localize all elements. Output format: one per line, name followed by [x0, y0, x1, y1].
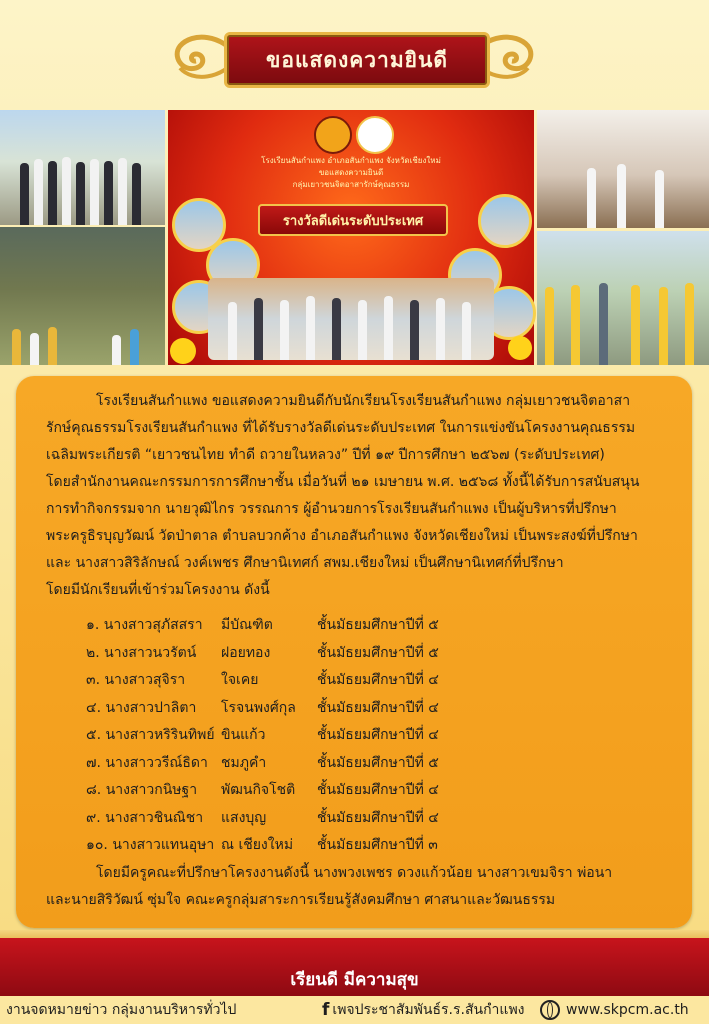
student-grade: ชั้นมัธยมศึกษาปีที่ ๔	[317, 672, 439, 688]
poster-circle-photo	[478, 194, 532, 248]
photo-students-outdoor	[0, 110, 165, 225]
student-name: ๘. นางสาวกนิษฐา	[86, 782, 198, 798]
poster-group-line: กลุ่มเยาวชนจิตอาสารักษ์คุณธรรม	[292, 180, 410, 189]
student-surname: โรจนพงศ์กุล	[221, 699, 296, 716]
facebook-link[interactable]	[322, 999, 525, 1021]
closing-line: และนายสิริวัฒน์ ซุ่มใจ คณะครูกลุ่มสาระการเรียนรู้สังคมศึกษา ศาสนาและวัฒนธรรม	[46, 892, 556, 908]
website-url: www.skpcm.ac.th	[566, 1002, 689, 1018]
photo-activity-garden	[0, 227, 165, 365]
student-grade: ชั้นมัธยมศึกษาปีที่ ๕	[317, 644, 439, 661]
student-name: ๙. นางสาวชินณิชา	[86, 809, 204, 826]
student-surname: ใจเคย	[221, 672, 259, 688]
list-item	[86, 777, 487, 805]
student-name: ๗. นางสาววรีณ์ธิดา	[86, 754, 208, 771]
list-item	[86, 612, 487, 640]
list-item	[86, 640, 487, 668]
intro-line: การทำกิจกรรมจาก นายวุฒิไกร วรรณการ ผู้อำนวยการโรงเรียนสันกำแพง เป็นผู้บริหารที่ปรึกษา	[46, 501, 617, 517]
newsletter-label: งานจดหมายข่าว กลุ่มงานบริหารทั่วไป	[6, 1002, 237, 1018]
globe-icon	[540, 1000, 560, 1020]
photo-strip	[0, 110, 709, 365]
student-surname: ขินแก้ว	[221, 727, 266, 743]
student-surname: แสงบุญ	[221, 809, 267, 826]
student-surname: มีบัณฑิต	[221, 617, 273, 633]
photo-exhibition-booth	[537, 110, 709, 228]
student-name: ๓. นางสาวสุจิรา	[86, 672, 186, 688]
student-grade: ชั้นมัธยมศึกษาปีที่ ๔	[317, 782, 439, 798]
poster-award-banner	[258, 204, 448, 236]
intro-line: เฉลิมพระเกียรติ “เยาวชนไทย ทำดี ถวายในหลวง” ปีที่ ๑๙ ปีการศึกษา ๒๕๖๗ (ระดับประเทศ)	[46, 447, 605, 463]
intro-paragraph	[46, 388, 678, 604]
student-grade: ชั้นมัธยมศึกษาปีที่ ๔	[317, 699, 439, 716]
student-name: ๔. นางสาวปาลิตา	[86, 699, 197, 716]
intro-line: พระครูธิรบุญวัฒน์ วัดป่าตาล ตำบลบวกค้าง อำเภอสันกำแพง จังหวัดเชียงใหม่ เป็นพระสงฆ์ที่ปรึกษา	[46, 528, 638, 544]
list-item	[86, 750, 487, 778]
website-link[interactable]	[540, 1000, 689, 1020]
intro-line: และ นางสาวสิริลักษณ์ วงค์เพชร ศึกษานิเทศก์ สพม.เชียงใหม่ เป็นศึกษานิเทศก์ที่ปรึกษา	[46, 555, 564, 571]
intro-line: โดยมีนักเรียนที่เข้าร่วมโครงงาน ดังนี้	[46, 582, 270, 598]
list-item	[86, 722, 487, 750]
list-item	[86, 667, 487, 695]
student-grade: ชั้นมัธยมศึกษาปีที่ ๔	[317, 809, 439, 826]
student-name: ๑. นางสาวสุภัสสรา	[86, 617, 203, 633]
student-grade: ชั้นมัธยมศึกษาปีที่ ๔	[317, 727, 439, 743]
announcement-card	[16, 376, 692, 928]
student-surname: ชมภูคำ	[221, 754, 267, 771]
poster-group-photo	[208, 278, 494, 360]
banner-plate	[224, 32, 490, 88]
header-banner	[172, 18, 536, 96]
intro-line: รักษ์คุณธรรมโรงเรียนสันกำแพง ที่ได้รับรางวัลดีเด่นระดับประเทศ ในการแข่งขันโครงงานคุณธรรม	[46, 420, 636, 436]
closing-paragraph	[46, 860, 686, 914]
project-logo-icon	[356, 116, 394, 154]
banner-title: ขอแสดงความยินดี	[266, 47, 448, 72]
school-logo-icon	[314, 116, 352, 154]
award-poster	[168, 110, 534, 365]
student-surname: ณ เชียงใหม่	[221, 837, 294, 853]
poster-congrats-line: ขอแสดงความยินดี	[318, 168, 384, 177]
closing-line: โดยมีครูคณะที่ปรึกษาโครงงานดังนี้ นางพวงเพชร ดวงแก้วน้อย นางสาวเขมจิรา พ่อนา	[96, 865, 613, 881]
student-grade: ชั้นมัธยมศึกษาปีที่ ๕	[317, 617, 439, 633]
student-name: ๑๐. นางสาวแทนอุษา	[86, 837, 215, 853]
list-item	[86, 832, 487, 860]
student-name: ๕. นางสาวหริรินทิพย์	[86, 727, 215, 743]
poster-award-text: รางวัลดีเด่นระดับประเทศ	[282, 213, 424, 229]
list-item	[86, 805, 487, 833]
flower-decoration-icon	[508, 336, 532, 360]
footer-bar	[0, 996, 709, 1024]
school-motto: เรียนดี มีความสุข	[290, 970, 419, 990]
student-name: ๒. นางสาวนวรัตน์	[86, 644, 197, 661]
student-grade: ชั้นมัธยมศึกษาปีที่ ๓	[317, 837, 438, 853]
intro-line: โดยสำนักงานคณะกรรมการการศึกษาชั้น เมื่อวันที่ ๒๑ เมษายน พ.ศ. ๒๕๖๘ ทั้งนี้ได้รับการสนับสนุน	[46, 474, 640, 490]
student-surname: ฝอยทอง	[221, 644, 271, 661]
student-list	[86, 612, 487, 860]
facebook-page-name: เพจประชาสัมพันธ์ร.ร.สันกำแพง	[332, 1002, 525, 1018]
intro-line: โรงเรียนสันกำแพง ขอแสดงความยินดีกับนักเรียนโรงเรียนสันกำแพง กลุ่มเยาวชนจิตอาสา	[96, 393, 631, 409]
facebook-icon: f	[322, 1000, 330, 1020]
student-grade: ชั้นมัธยมศึกษาปีที่ ๕	[317, 754, 439, 771]
list-item	[86, 695, 487, 723]
student-surname: พัฒนกิจโชติ	[221, 782, 296, 798]
poster-school-line: โรงเรียนสันกำแพง อำเภอสันกำแพง จังหวัดเชียงใหม่	[261, 156, 441, 165]
flower-decoration-icon	[170, 338, 196, 364]
photo-group-outdoor	[537, 231, 709, 365]
